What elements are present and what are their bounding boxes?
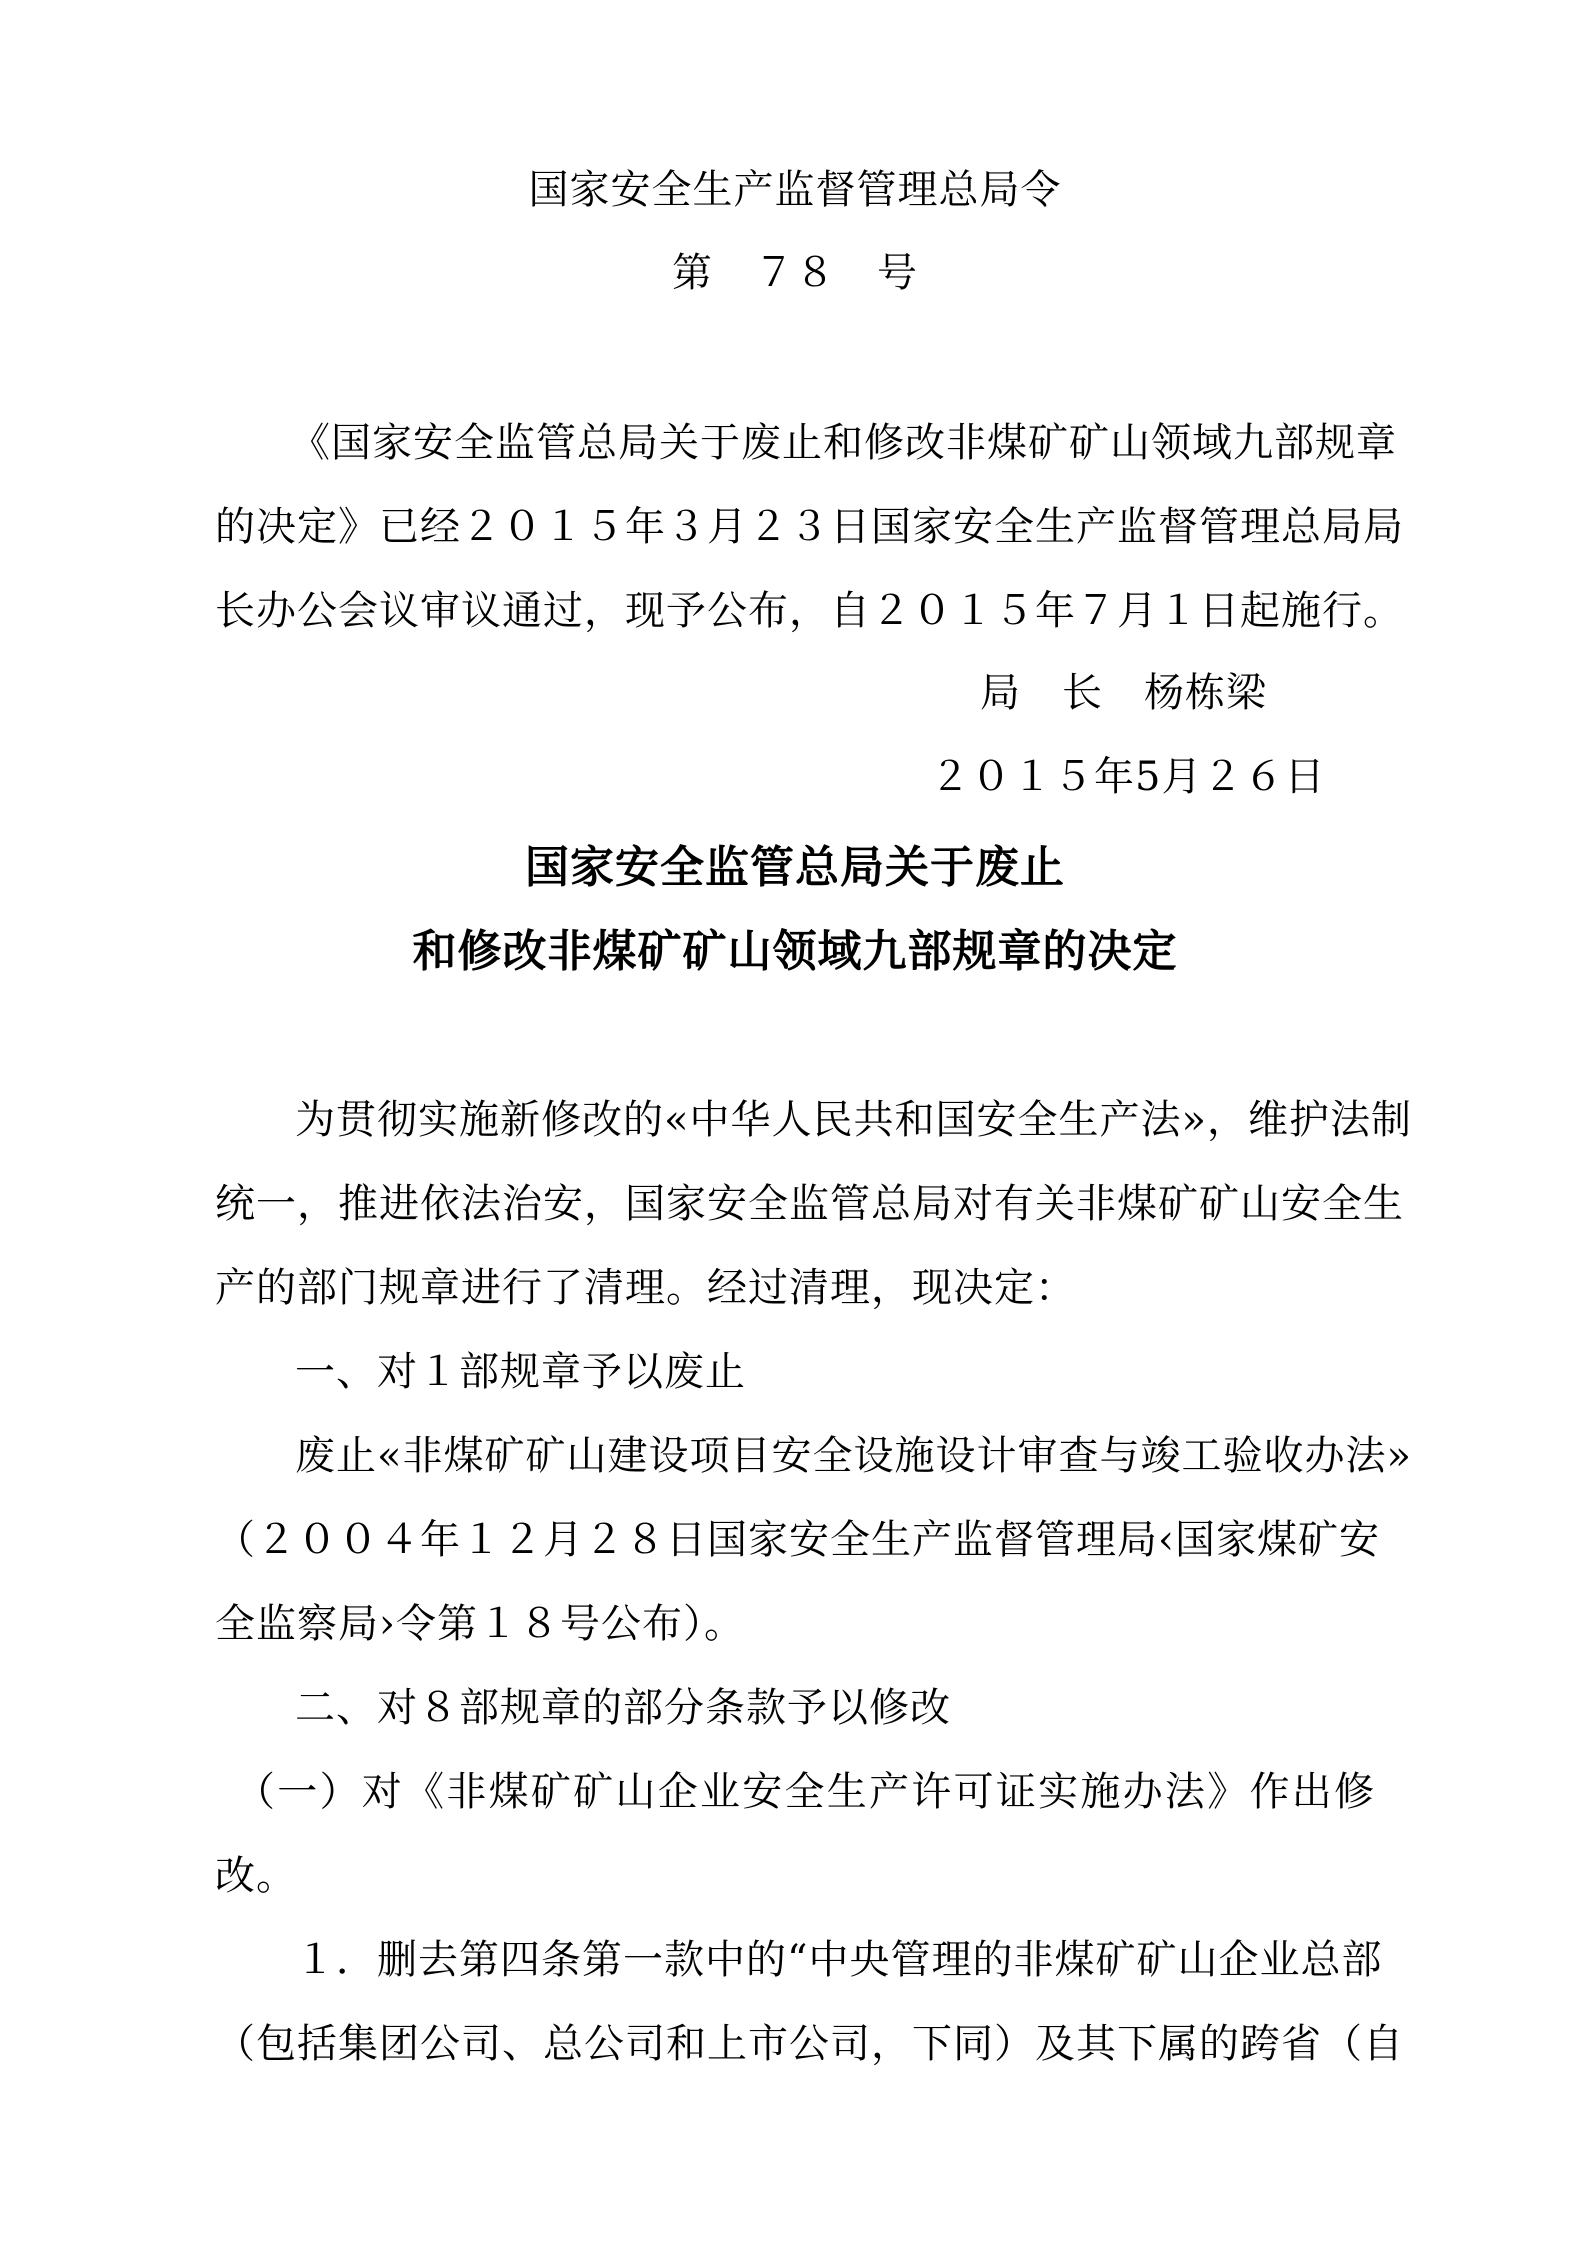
order-issuer: 国家安全生产监督管理总局令: [528, 167, 1062, 213]
item1-line-1: （一）对《非煤矿矿山企业安全生产许可证实施办法》作出修: [235, 1769, 1375, 1815]
intro-line-1: 为贯彻实施新修改的«中华人民共和国安全生产法»，维护法制: [295, 1097, 1412, 1143]
item1-1-line-2: （包括集团公司、总公司和上市公司，下同）及其下属的跨省（自: [215, 2021, 1404, 2067]
section1-line-2: （２００４年１２月２８日国家安全生产监督管理局‹国家煤矿安: [215, 1517, 1380, 1563]
intro-line-3: 产的部门规章进行了清理。经过清理，现决定：: [215, 1265, 1076, 1311]
announcement-line-2: 的决定》已经２０１５年３月２３日国家安全生产监督管理总局局: [215, 504, 1404, 550]
announcement-line-3: 长办公会议审议通过，现予公布，自２０１５年７月１日起施行。: [215, 588, 1404, 634]
decision-title-line-1: 国家安全监管总局关于废止: [525, 842, 1065, 893]
intro-line-2: 统一，推进依法治安，国家安全监管总局对有关非煤矿矿山安全生: [215, 1181, 1404, 1227]
order-number: 第 ７８ 号: [672, 250, 918, 296]
section2-heading: 二、对８部规章的部分条款予以修改: [295, 1685, 951, 1731]
announcement-line-1: 《国家安全监管总局关于废止和修改非煤矿矿山领域九部规章: [290, 420, 1397, 466]
item1-1-line-1: １．删去第四条第一款中的“中央管理的非煤矿矿山企业总部: [295, 1937, 1383, 1983]
order-date: ２０１５年5月２６日: [930, 754, 1326, 800]
signatory: 局 长 杨栋梁: [980, 670, 1267, 716]
section1-line-1: 废止«非煤矿矿山建设项目安全设施设计审查与竣工验收办法»: [295, 1433, 1412, 1479]
item1-line-2: 改。: [215, 1853, 297, 1899]
section1-heading: 一、对１部规章予以废止: [295, 1349, 746, 1395]
decision-title-line-2: 和修改非煤矿矿山领域九部规章的决定: [412, 926, 1178, 977]
section1-line-3: 全监察局›令第１８号公布）。: [215, 1601, 745, 1647]
